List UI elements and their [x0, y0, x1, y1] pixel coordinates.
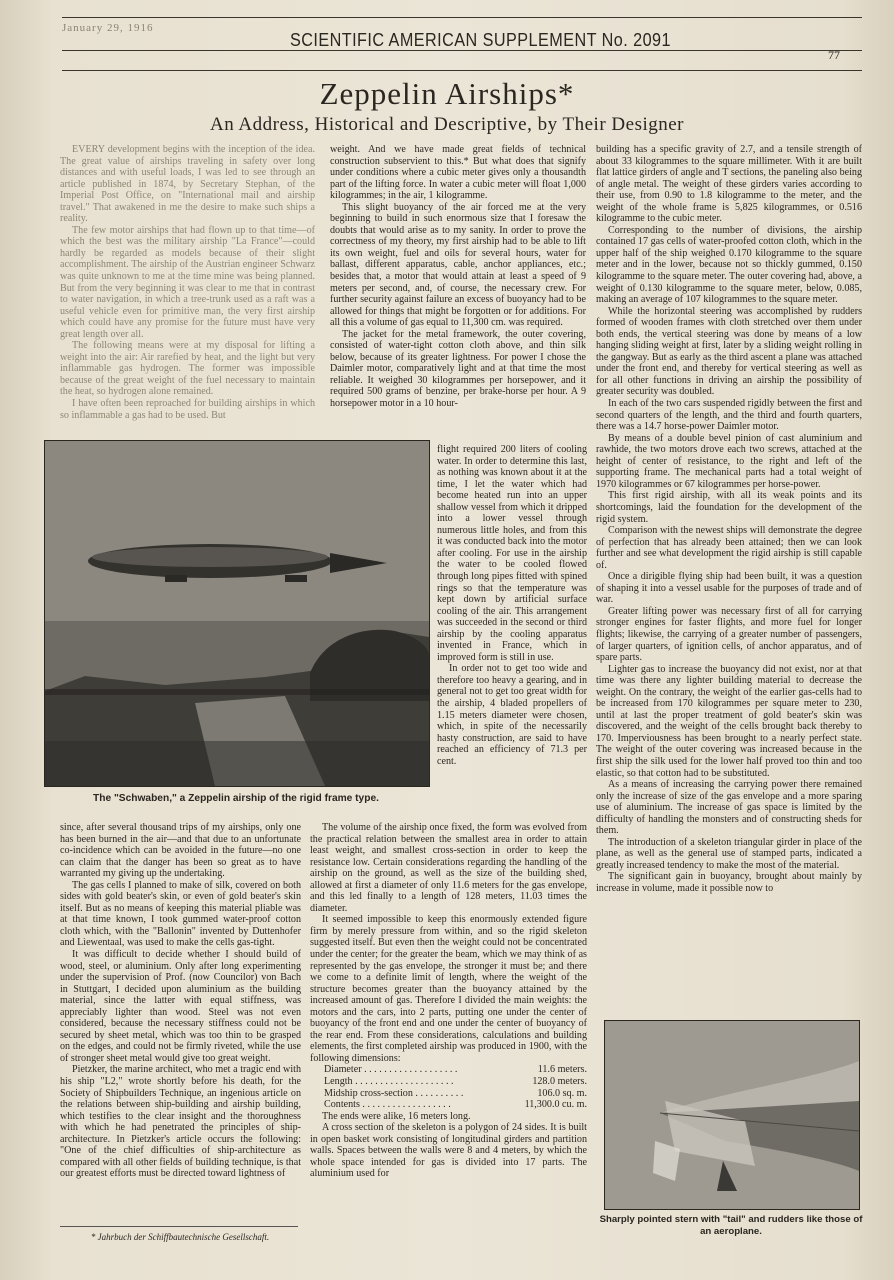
header-top-rule	[62, 17, 862, 18]
paragraph: I have often been reproached for building airships in which so inflammable a gas had to be used. But	[60, 398, 315, 421]
footnote-rule	[60, 1226, 298, 1227]
publication-title: SCIENTIFIC AMERICAN SUPPLEMENT No. 2091	[290, 30, 671, 50]
paragraph: This slight buoyancy of the air forced me at the very beginning to build in such enormous size that I foresaw the doubts that would arise as to my sanity. In order to prove the correctness of my theory, my first airship had to be able to lift its own weight, fuel and oils for several hours, water for ballast, different apparatus, cable, anchor appliances, etc.; besides that, a motor that would attain at least a speed of 9 meters per second, and, of course, the necessary crew. For further security against failure an excess of buoyancy had to be allowed for things that might be forgotten or for additions. For all this a volume of gas equal to 11,300 cm. was required.	[330, 201, 586, 329]
photo-caption-stern: Sharply pointed stern with "tail" and rudders like those of an aeroplane.	[599, 1214, 863, 1237]
dimension-row	[310, 1099, 587, 1111]
dimension-label: Diameter . . . . . . . . . . . . . . . . . . .	[324, 1064, 458, 1076]
paragraph: The significant gain in buoyancy, brought about mainly by increase in volume, made it possible now to	[596, 871, 862, 894]
footnote: * Jahrbuch der Schiffbautechnische Gesellschaft.	[90, 1232, 270, 1242]
column-1-top	[60, 144, 315, 434]
dimension-value: 11,300.0 cu. m.	[524, 1099, 587, 1111]
dimensions-table	[310, 1064, 587, 1110]
paragraph: Corresponding to the number of divisions, the airship contained 17 gas cells of water-proofed cotton cloth, which in the upper half of the ship weighed 0.170 kilogramme to the square meter and in the lower, because not so thickly gummed, 0.150 kilogramme to the square meter. The outer covering had, above, a weight of 0.130 kilogramme to the square meter, below, 0.085, making an average of 107 kilogrammes to the square meter.	[596, 224, 862, 306]
paragraph: The following means were at my disposal for lifting a weight into the air: Air rarefied by heat, and the light but very inflammable gas hydrogen. The former was impossible because of the great weight of the fuel necessary to maintain the heat, so hydrogen alone remained.	[60, 340, 315, 398]
article-subtitle: An Address, Historical and Descriptive, by Their Designer	[209, 114, 685, 135]
airship-illustration	[45, 441, 429, 786]
dimension-value: 11.6 meters.	[537, 1064, 587, 1076]
dimension-label: Contents . . . . . . . . . . . . . . . . . .	[324, 1099, 451, 1111]
dimension-label: Length . . . . . . . . . . . . . . . . . . . .	[324, 1076, 454, 1088]
paragraph: since, after several thousand trips of my airships, only one has been burned in the air—and that due to an unfortunate co-incidence which can be avoided in the future—no one can claim that the danger has been so great as to have warranted my giving up the undertaking.	[60, 822, 301, 880]
paragraph: A cross section of the skeleton is a polygon of 24 sides. It is built in open basket work consisting of longitudinal girders and partition walls. Spaces between the walls were 8 and 4 meters, by which the whole space intended for gas is divided into 17 parts. The aluminium used for	[310, 1122, 587, 1180]
article-title: Zeppelin Airships*	[319, 76, 575, 111]
paragraph: flight required 200 liters of cooling water. In order to determine this last, as nothing was known about it at the time, I let the water which had become heated run into an upper shallow vessel from which it dripped into a lower vessel through numerous little holes, and from this it was conducted back into the motor after cooling. For use in the airship the water to be cooled flowed through long pipes fitted with spined rings so that the temperature was kept down by artificial surface cooling of the air. This arrangement was succeeded in the second or third airship by the cooling apparatus invented in France, which in improved form is still in use.	[437, 444, 587, 663]
column-3	[596, 144, 862, 1006]
paragraph: Once a dirigible flying ship had been built, it was a question of shaping it into a vessel usable for the purposes of trade and of war.	[596, 571, 862, 606]
schwaben-airship-photo	[44, 440, 430, 787]
paragraph: The ends were alike, 16 meters long.	[322, 1110, 471, 1122]
paragraph: The gas cells I planned to make of silk, covered on both sides with gold beater's skin, or even of gold beater's skin itself. But as no means of keeping this material pliable was at that time known, I took gummed water-proof cotton cloth which, with the "Ballonin" invented by Duttenhofer and Lìewentaal, was used to make the cells gas-tight.	[60, 879, 301, 949]
paragraph: Comparison with the newest ships will demonstrate the degree of perfection that has already been attained; then we can look further and see what development the rigid airship is still capable of.	[596, 525, 862, 571]
paragraph: In each of the two cars suspended rigidly between the first and second quarters of the length, and the third and fourth quarters, there was a 14.7 horse-power Daimler motor.	[596, 398, 862, 433]
paragraph: Lighter gas to increase the buoyancy did not exist, nor at that time was there any lighter building material to decrease the weight. On the contrary, the weight of the earlier gas-cells had to be increased from 170 kilogrammes per square meter to 230, until at last the proper treatment of gold beater's skin was discovered, and the weight of the cells brought back thereby to 170. Imperviousness has been brought to a nearly perfect state. The weight of the outer covering was increased because in the first ship the silk used for the lower half proved too thin and too elastic, so that cotton had to be substituted.	[596, 663, 862, 779]
paragraph: By means of a double bevel pinion of cast aluminium and rawhide, the two motors drove each two screws, attached at the height of center of resistance, to the right and left of the supporting frame. The mechanical parts had a total weight of 1970 kilogrammes or 67 kilogrammes per horse-power.	[596, 432, 862, 490]
header-bottom-rule	[62, 50, 862, 51]
dimension-row	[310, 1076, 587, 1088]
paragraph: Greater lifting power was necessary first of all for carrying stronger engines for faster flights, and more fuel for longer flights; likewise, the carrying of a greater number of passengers, of larger quarters, of ignition cells, of anchor apparatus, and of spare parts.	[596, 605, 862, 664]
paragraph: As a means of increasing the carrying power there remained only the increase of size of the gas envelope and a more sparing use of aluminium. The increase of gas space is limited by the difficulty of handling the monsters and of constructing sheds for them.	[596, 779, 862, 837]
paragraph: The volume of the airship once fixed, the form was evolved from the practical relation between the smallest area in order to attain least weight, and smallest cross-section in order to keep the resistance low. Certain considerations regarding the handling of the airship on the ground, as well as the size of the building shed, allowed at first a diameter of only 11.6 meters for the gas envelope, and this led finally to a length of 128 meters, 11.03 times the diameter.	[310, 822, 587, 914]
airship-stern-photo	[604, 1020, 860, 1210]
paragraph: The few motor airships that had flown up to that time—of which the best was the military airship "La France"—could hardly be regarded as models because of their slight accomplishment. The airship of the Austrian engineer Schwarz was quite unknown to me at the time mine was being planned. But from the very beginning it was clear to me that in contrast to water navigation, in which a tree-trunk used as a raft was a useful vehicle even for primitive man, the very first airship which could have any promise for the future must have very great length over all.	[60, 224, 315, 340]
dimension-label: Midship cross-section . . . . . . . . . .	[324, 1087, 464, 1099]
paragraph: EVERY development begins with the inception of the idea. The great value of airships traveling in safety over long distances and with useful loads, I was led to see through an article published in 1874, by Secretary Stephan, of the Imperial Post Office, on "International mail and airship travel." That awakened in me the desire to make such ships a reality.	[60, 144, 315, 225]
column-2-bottom	[310, 822, 587, 1244]
column-2-side	[437, 444, 587, 824]
dimension-row	[310, 1088, 587, 1100]
paragraph: building has a specific gravity of 2.7, and a tensile strength of about 33 kilogrammes to the square millimeter. With it are built flat lattice girders of angle and T sections, the paneling also being of angle metal. The weight of these girders varies according to their use, from 0.90 to 1.8 kilogramme to the meter, and the weight of the whole frame is 5,825 kilogrammes, or 0.516 kilogramme to the cubic meter.	[596, 144, 862, 225]
paragraph: Pietzker, the marine architect, who met a tragic end with his ship "L2," wrote shortly before his death, for the Society of Shipbuilders Technique, an ingenious article on the relations between ship-building and airship building, which testifies to the clear insight and the thoroughness with which he had penetrated the principles of ship-architecture. In Pietzker's article occurs the following: "One of the chief difficulties of ship-architecture as compared with all other fields of building technique, is that our greatest efforts must be directed toward lightness of	[60, 1064, 301, 1180]
paragraph: This first rigid airship, with all its weak points and its shortcomings, laid the foundation for the development of the rigid system.	[596, 490, 862, 525]
column-2-top	[330, 144, 586, 440]
dimension-value: 106.0 sq. m.	[537, 1087, 587, 1099]
paragraph: It seemed impossible to keep this enormously extended figure firm by merely pressure from within, and so the rigid skeleton suggested itself. But even then the weight could not be concentrated under the center; for the greater the beam, which we may think of as represented by the gas envelope, the stronger it must be; and there we come to a definite limit of length, where the weight of the structure becomes greater than the buoyancy attained by the increased amount of gas. Therefore I divided the main weights: the motors and the cars, into 2 parts, putting one under the center of buoyancy of the front end and one under the center of buoyancy of the rear end. From these considerations, calculations and building elements, the first completed airship was produced in 1900, with the following dimensions:	[310, 914, 587, 1064]
paragraph: While the horizontal steering was accomplished by rudders formed of wooden frames with cloth stretched over them under both ends, the vertical steering was done by means of a low hanging sliding weight at first, later by a sliding weight rolling in the gangway. But as early as the third ascent a plane was attached under the front end, and thereby for vertical steering as well as for all other functions in driving an airship the possibility of greater security was doubled.	[596, 305, 862, 398]
paragraph: weight. And we have made great fields of technical construction subservient to this.* But what does that signify under conditions where a cubic meter gives only a thousandth part of the lifting force. In water a cubic meter will float 1,000 kilogrammes; in the air, 1 kilogramme.	[330, 144, 586, 202]
column-1-bottom	[60, 822, 301, 1224]
page-number: 77	[828, 48, 840, 62]
paragraph: The jacket for the metal framework, the outer covering, consisted of water-tight cotton cloth above, and thin silk below, because of its greater lightness. For power I chose the Daimler motor, comparatively light and at that time the most reliable. It weighed 30 kilogrammes per horsepower, and it required 500 grams of benzine, per brake-horse per hour. A 9 horsepower motor in a 10 hour-	[330, 328, 586, 410]
paragraph: The introduction of a skeleton triangular girder in place of the plane, as well as the general use of stamped parts, indicated a greatly increased tendency to make the most of the material.	[596, 836, 862, 871]
paragraph: It was difficult to decide whether I should build of wood, steel, or aluminium. Only after long experimenting under the supervision of Prof. (now Councilor) von Bach in Stuttgart, I decided upon aluminium as the building material, since the latter with equal stiffness, was appreciably lighter than wood. Steel was not even considered, because the necessary stiffness could not be secured by sheet metal, which was too thin to be grasped on the edges, and could not be firmly riveted, while the use of stronger sheet metal would give too great weight.	[60, 949, 301, 1064]
photo-caption-schwaben: The "Schwaben," a Zeppelin airship of the rigid frame type.	[93, 793, 379, 804]
header-under-rule	[62, 70, 862, 71]
dimension-row	[310, 1064, 587, 1076]
dimension-value: 128.0 meters.	[532, 1076, 587, 1088]
stern-illustration	[605, 1021, 859, 1209]
paragraph: In order not to get too wide and therefore too heavy a gearing, and in general not to get too great width for the airship, 4 bladed propellers of 1.15 meters diameter were chosen, which, in spite of the necessarily hasty construction, are said to have reached an efficiency of 71.3 per cent.	[437, 663, 587, 767]
issue-date: January 29, 1916	[62, 22, 154, 34]
